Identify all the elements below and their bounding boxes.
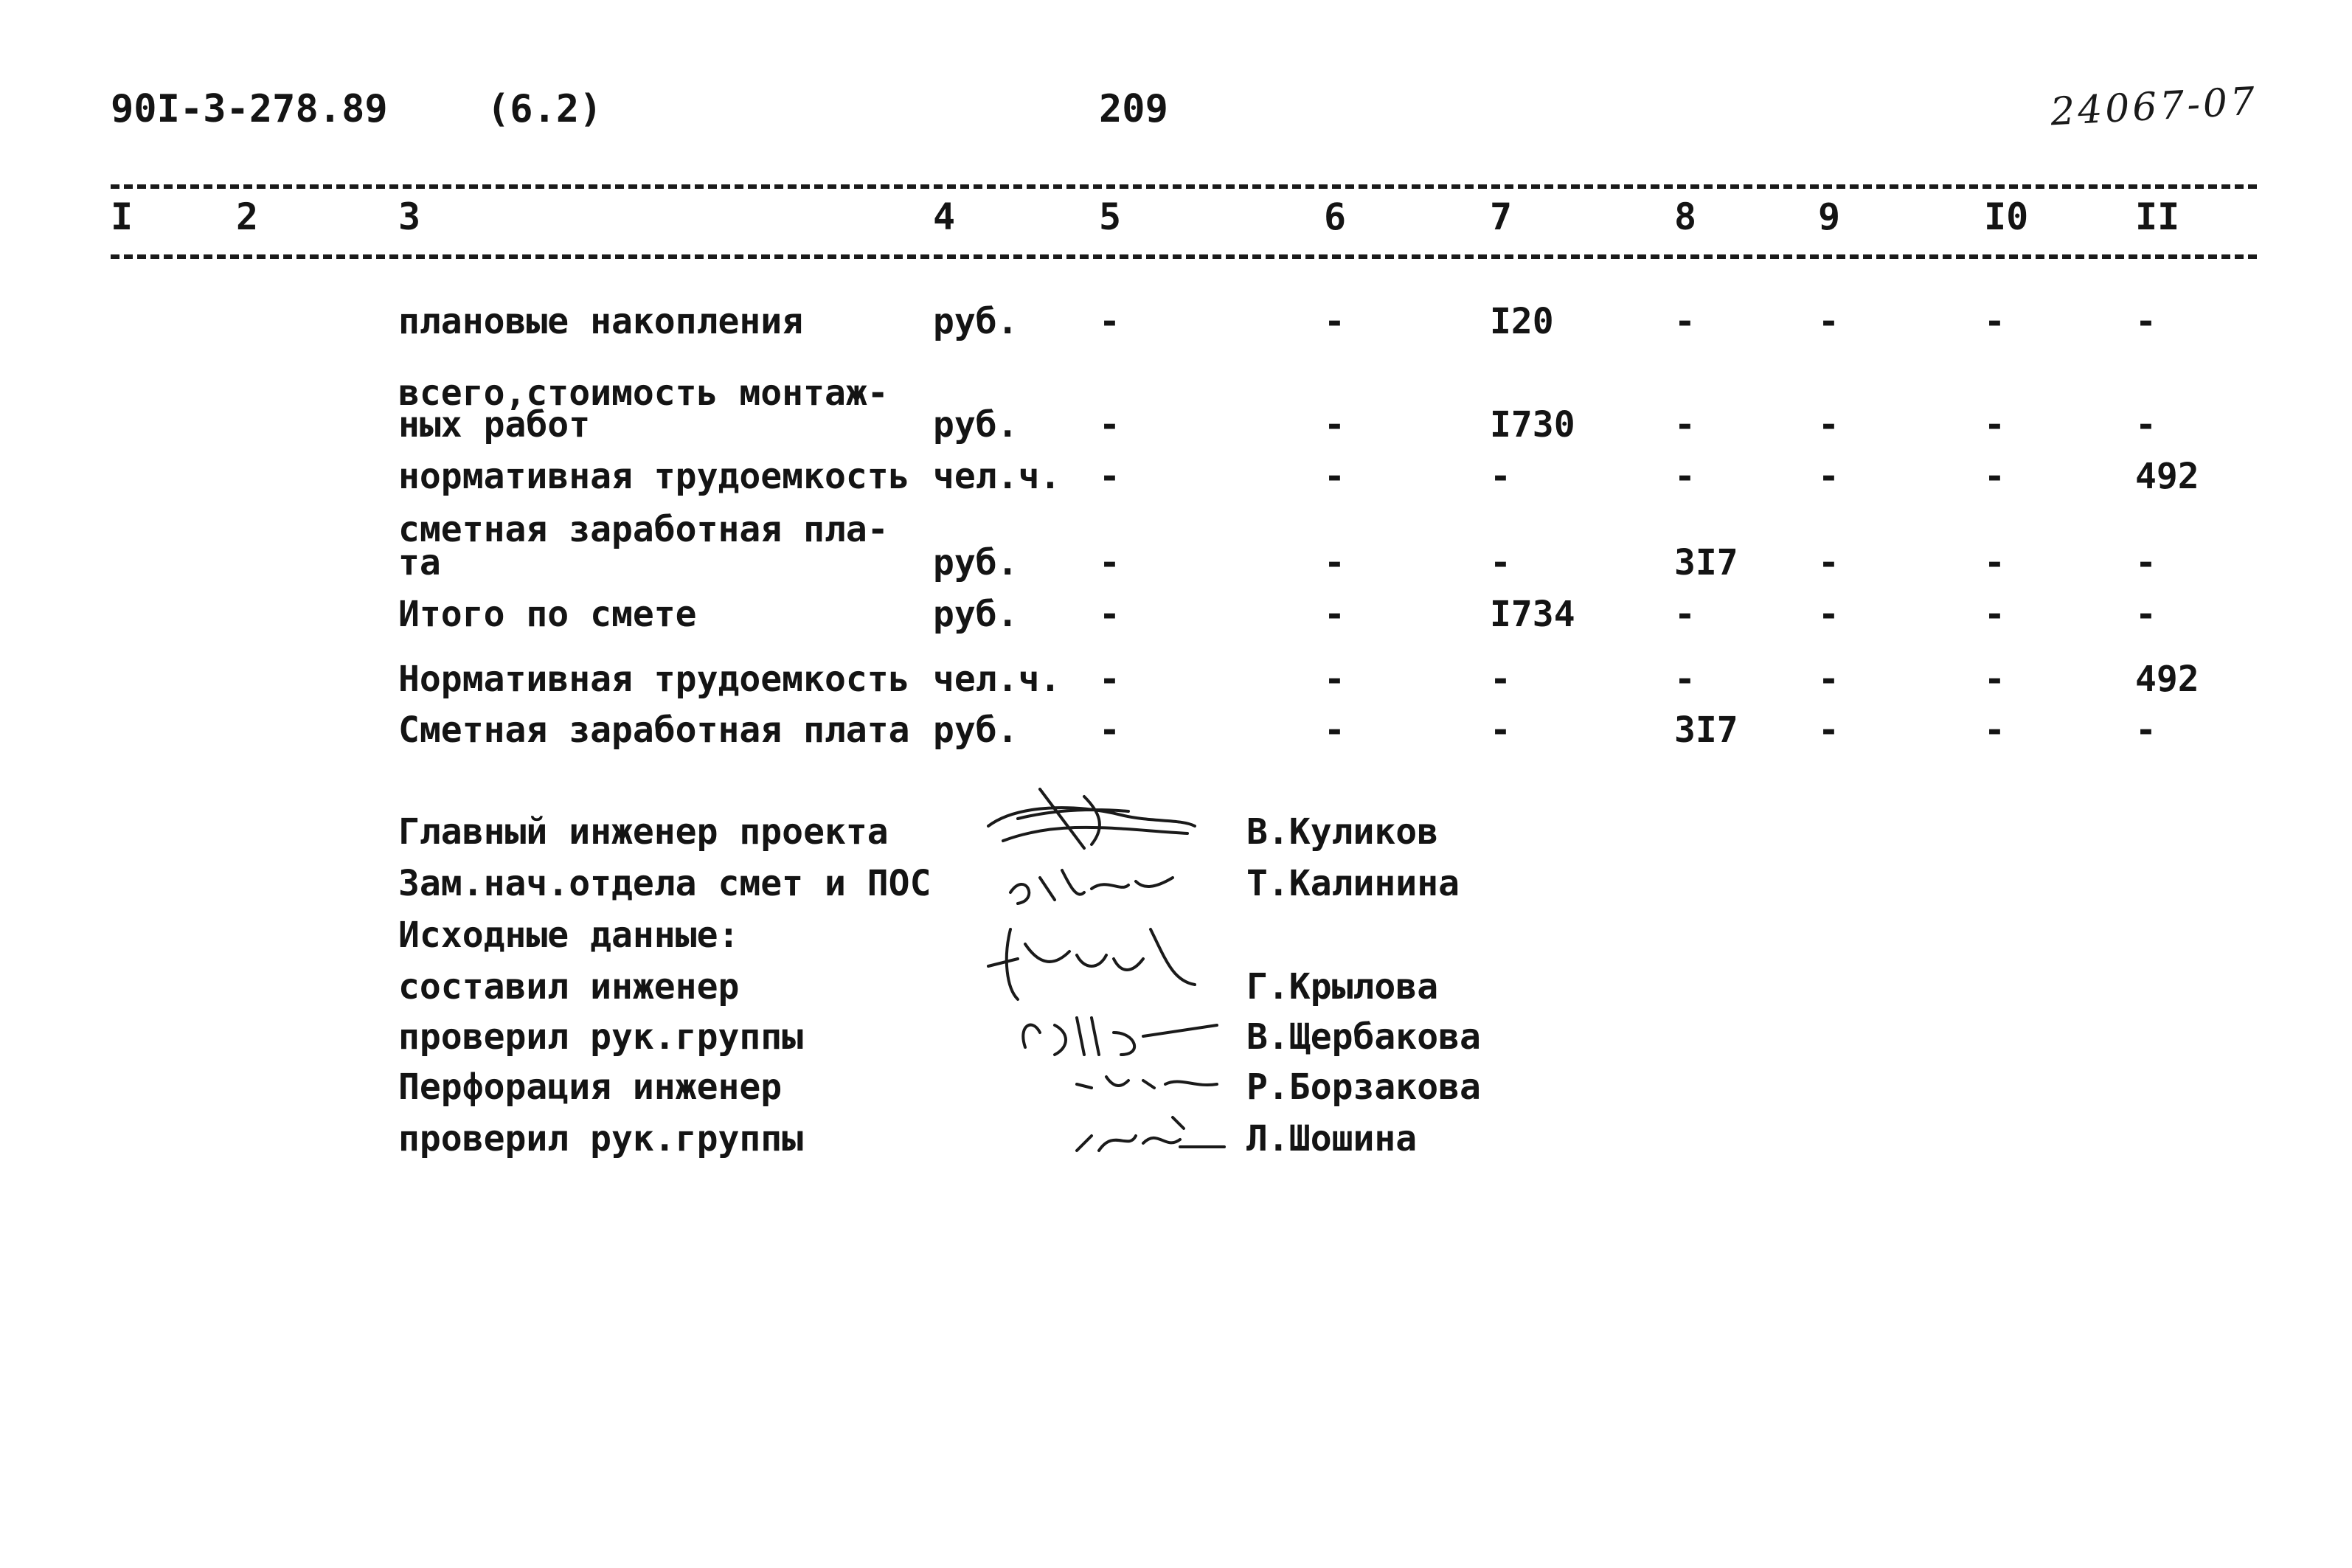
section-number: (6.2) [487,87,603,131]
cell-col11: 492 [2135,659,2199,700]
column-number: 5 [1099,195,1122,238]
cell-col8: - [1674,301,1696,342]
cell-col6: - [1324,710,1345,751]
page-number: 209 [1099,87,1168,131]
row-unit: руб. [933,594,1019,635]
column-number: I0 [1984,195,2029,238]
signatory-name: Г.Крылова [1246,966,1439,1007]
row-name-continuation: ных работ [398,404,591,445]
column-number: 7 [1490,195,1513,238]
column-number: I [111,195,133,238]
cell-col7: I20 [1490,301,1554,342]
cell-col7: - [1490,710,1511,751]
signatory-name: Л.Шошина [1246,1118,1418,1159]
column-number: 2 [236,195,259,238]
cell-col10: - [1984,659,2005,700]
cell-col7: - [1490,542,1511,583]
cell-col10: - [1984,594,2005,635]
handwritten-signature [996,848,1187,915]
cell-col7: - [1490,659,1511,700]
row-name: Сметная заработная плата [398,710,910,751]
signatory-name: В.Щербакова [1246,1016,1481,1058]
cell-col8: - [1674,659,1696,700]
row-unit: руб. [933,301,1019,342]
cell-col5: - [1099,594,1120,635]
cell-col7: I730 [1490,404,1575,445]
row-name: плановые накопления [398,301,804,342]
cell-col11: - [2135,301,2157,342]
cell-col9: - [1818,659,1839,700]
cell-col10: - [1984,710,2005,751]
cell-col5: - [1099,404,1120,445]
row-unit: руб. [933,542,1019,583]
cell-col10: - [1984,542,2005,583]
cell-col10: - [1984,301,2005,342]
document-code: 90I-3-278.89 [111,87,388,131]
cell-col10: - [1984,404,2005,445]
cell-col5: - [1099,456,1120,497]
handwritten-signature [974,915,1224,1010]
signatory-name: Р.Борзакова [1246,1066,1481,1108]
cell-col8: 3I7 [1674,710,1738,751]
row-unit: руб. [933,404,1019,445]
column-number: 4 [933,195,956,238]
row-name: Нормативная трудоемкость [398,659,910,700]
cell-col6: - [1324,594,1345,635]
row-name-continuation: та [398,542,441,583]
cell-col11: - [2135,710,2157,751]
column-number: II [2135,195,2180,238]
cell-col9: - [1818,542,1839,583]
row-unit: чел.ч. [933,659,1061,700]
cell-col9: - [1818,301,1839,342]
signatory-title: составил инженер [398,966,740,1007]
cell-col8: - [1674,594,1696,635]
signatory-title: Зам.нач.отдела смет и ПОС [398,863,932,904]
row-name: сметная заработная пла- [398,509,889,550]
cell-col9: - [1818,456,1839,497]
cell-col6: - [1324,404,1345,445]
signatory-name: В.Куликов [1246,811,1439,853]
archive-number: 24067-07 [2049,79,2259,135]
row-unit: чел.ч. [933,456,1061,497]
handwritten-signature [1062,1106,1232,1165]
column-number: 8 [1674,195,1697,238]
cell-col9: - [1818,594,1839,635]
cell-col8: - [1674,456,1696,497]
cell-col5: - [1099,659,1120,700]
cell-col6: - [1324,659,1345,700]
table-top-rule [111,184,2257,189]
cell-col11: 492 [2135,456,2199,497]
cell-col8: 3I7 [1674,542,1738,583]
signatory-title: Перфорация инженер [398,1066,783,1108]
cell-col9: - [1818,404,1839,445]
row-name: нормативная трудоемкость [398,456,910,497]
cell-col11: - [2135,404,2157,445]
cell-col5: - [1099,301,1120,342]
signature-section-label: Исходные данные: [398,915,740,956]
handwritten-signature [1062,1055,1232,1106]
signatory-name: Т.Калинина [1246,863,1460,904]
cell-col7: - [1490,456,1511,497]
cell-col10: - [1984,456,2005,497]
table-header-bottom-rule [111,254,2257,259]
signatory-title: проверил рук.группы [398,1118,804,1159]
cell-col11: - [2135,594,2157,635]
column-number: 3 [398,195,421,238]
cell-col6: - [1324,301,1345,342]
row-name: Итого по смете [398,594,697,635]
signatory-title: Главный инженер проекта [398,811,889,853]
column-number: 9 [1818,195,1841,238]
row-unit: руб. [933,710,1019,751]
cell-col5: - [1099,542,1120,583]
cell-col6: - [1324,456,1345,497]
cell-col8: - [1674,404,1696,445]
cell-col7: I734 [1490,594,1575,635]
cell-col5: - [1099,710,1120,751]
cell-col9: - [1818,710,1839,751]
signatory-title: проверил рук.группы [398,1016,804,1058]
cell-col11: - [2135,542,2157,583]
cell-col6: - [1324,542,1345,583]
row-name: всего,стоимость монтаж- [398,372,889,414]
column-number: 6 [1324,195,1347,238]
